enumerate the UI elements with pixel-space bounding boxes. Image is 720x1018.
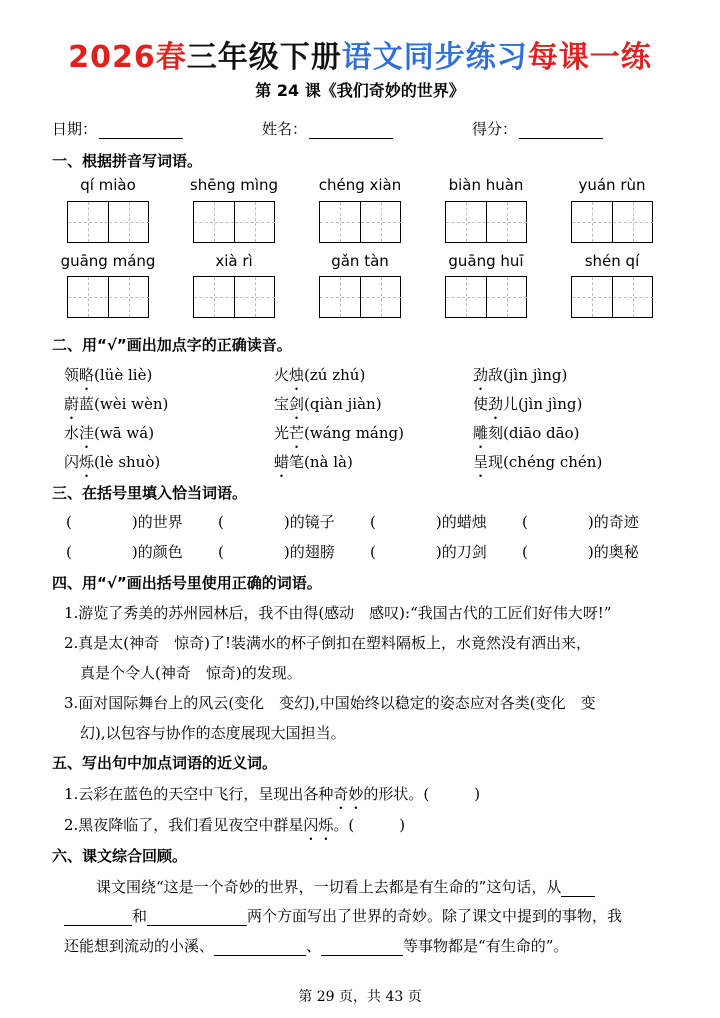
reading-options[interactable]: (nà là) (304, 453, 353, 471)
choice-sentence[interactable]: 1.游览了秀美的苏州园林后，我不由得(感动 感叹):“我国古代的工匠们好伟大呀!” (64, 604, 612, 622)
reading-item[interactable] (473, 422, 579, 443)
writing-grid[interactable] (67, 276, 149, 318)
reading-item[interactable] (274, 364, 365, 385)
pinyin-label: qí miào (80, 176, 136, 194)
writing-grid[interactable] (445, 276, 527, 318)
dotted-char: 洼 (79, 424, 95, 442)
reading-options[interactable]: (lè shuò) (94, 453, 161, 471)
writing-grid[interactable] (571, 276, 653, 318)
writing-grid[interactable] (319, 276, 401, 318)
title-grade: 三年级下册 (186, 40, 342, 75)
reading-options[interactable]: (diāo dāo) (503, 424, 580, 442)
page-number: 第 29 页，共 43 页 (298, 989, 422, 1005)
pinyin-label: xià rì (215, 252, 253, 270)
lesson-subtitle: 第 24 课《我们奇妙的世界》 (255, 81, 465, 100)
reading-options[interactable]: (jìn jìng) (503, 366, 568, 384)
review-text: 、 (306, 937, 322, 955)
pinyin-label: shén qí (584, 252, 640, 270)
pinyin-label: chéng xiàn (318, 176, 402, 194)
reading-item[interactable] (473, 451, 602, 472)
reading-options[interactable]: (wáng máng) (304, 424, 404, 442)
review-text: 两个方面写出了世界的奇妙。除了课文中提到的事物，我 (247, 907, 623, 925)
section1-title: 一、根据拼音写词语。 (52, 152, 203, 170)
reading-word-post: 刻 (488, 424, 504, 442)
dotted-char: 呈 (473, 453, 489, 471)
reading-item[interactable] (64, 451, 160, 472)
title-year: 2026春 (68, 40, 187, 75)
synonym-q1-answer[interactable]: 的形状。( ) (363, 785, 481, 803)
reading-options[interactable]: (qiàn jiàn) (304, 395, 382, 413)
pinyin-label: shēng mìng (189, 176, 279, 194)
answer-blank[interactable] (64, 910, 132, 926)
fill-phrase[interactable]: ( )的镜子 (218, 513, 335, 531)
dotted-char: 烁 (318, 816, 334, 834)
title-tagline: 每课一练 (527, 40, 652, 75)
review-line (64, 935, 568, 956)
fill-phrase[interactable]: ( )的翅膀 (218, 543, 335, 561)
review-text: 等事物都是“有生命的”。 (403, 937, 569, 955)
pinyin-label: biàn huàn (448, 176, 524, 194)
dotted-char: 妙 (348, 785, 364, 803)
reading-item[interactable] (274, 422, 404, 443)
worksheet-title (0, 38, 720, 78)
reading-options[interactable]: (zú zhú) (304, 366, 366, 384)
reading-item[interactable] (64, 393, 168, 414)
fill-phrase[interactable]: ( )的刀剑 (370, 543, 487, 561)
synonym-question[interactable] (64, 783, 480, 804)
name-line[interactable] (309, 123, 393, 139)
section2-title: 二、用“√”画出加点字的正确读音。 (52, 336, 292, 354)
fill-phrase[interactable]: ( )的奇迹 (522, 513, 639, 531)
fill-phrase[interactable]: ( )的奥秘 (522, 543, 639, 561)
reading-word-post: 蓝 (79, 395, 95, 413)
synonym-q2-text: 2.黑夜降临了，我们看见夜空中群星 (64, 816, 304, 834)
reading-word-pre: 领 (64, 366, 80, 384)
reading-item[interactable] (473, 364, 567, 385)
review-line (96, 876, 595, 897)
title-subject: 语文同步练习 (341, 40, 528, 75)
reading-item[interactable] (64, 364, 152, 385)
reading-word-post: 现 (488, 453, 504, 471)
review-text: 课文围绕“这是一个奇妙的世界，一切看上去都是有生命的”这句话，从 (96, 878, 562, 896)
choice-sentence[interactable]: 3.面对国际舞台上的风云(变化 变幻),中国始终以稳定的姿态应对各类(变化 变 (64, 694, 596, 712)
reading-item[interactable] (64, 422, 154, 443)
reading-word-post: 儿 (503, 395, 519, 413)
synonym-q1-text: 1.云彩在蓝色的天空中飞行，呈现出各种 (64, 785, 334, 803)
choice-sentence-cont[interactable]: 真是个令人(神奇 惊奇)的发现。 (80, 664, 302, 682)
fill-phrase[interactable]: ( )的世界 (66, 513, 183, 531)
dotted-char: 劲 (488, 395, 504, 413)
answer-blank[interactable] (214, 940, 306, 956)
fill-phrase[interactable]: ( )的颜色 (66, 543, 183, 561)
dotted-char: 芒 (289, 424, 305, 442)
dotted-char: 略 (79, 366, 95, 384)
synonym-q2-answer[interactable]: 。( ) (333, 816, 406, 834)
reading-item[interactable] (274, 393, 382, 414)
reading-options[interactable]: (lüè liè) (94, 366, 153, 384)
dotted-char: 烛 (289, 366, 305, 384)
reading-word-pre: 水 (64, 424, 80, 442)
date-line[interactable] (99, 123, 183, 139)
reading-word-pre: 闪 (64, 453, 80, 471)
answer-blank[interactable] (561, 881, 595, 897)
answer-blank[interactable] (321, 940, 403, 956)
writing-grid[interactable] (571, 201, 653, 243)
writing-grid[interactable] (67, 201, 149, 243)
dotted-char: 剑 (289, 395, 305, 413)
fill-phrase[interactable]: ( )的蜡烛 (370, 513, 487, 531)
pinyin-label: guāng máng (60, 252, 156, 270)
pinyin-label: gǎn tàn (331, 252, 389, 270)
date-label: 日期： (52, 120, 98, 138)
answer-blank[interactable] (147, 910, 247, 926)
pinyin-label: guāng huī (448, 252, 524, 270)
reading-options[interactable]: (jìn jìng) (518, 395, 583, 413)
reading-word-pre: 宝 (274, 395, 290, 413)
dotted-char: 闪 (303, 816, 319, 834)
section3-title: 三、在括号里填入恰当词语。 (52, 484, 248, 502)
score-line[interactable] (519, 123, 603, 139)
dotted-char: 蜡 (274, 453, 290, 471)
name-label: 姓名： (262, 120, 308, 138)
reading-word-post: 笔 (289, 453, 305, 471)
reading-word-post: 敌 (488, 366, 504, 384)
choice-sentence[interactable]: 2.真是太(神奇 惊奇)了!装满水的杯子倒扣在塑料隔板上，水竟然没有洒出来， (64, 634, 592, 652)
dotted-char: 劲 (473, 366, 489, 384)
reading-word-pre: 光 (274, 424, 290, 442)
dotted-char: 蔚 (64, 395, 80, 413)
review-text: 和 (132, 907, 148, 925)
dotted-char: 烁 (79, 453, 95, 471)
section6-title: 六、课文综合回顾。 (52, 847, 188, 865)
reading-options[interactable]: (wā wá) (94, 424, 155, 442)
reading-item[interactable] (274, 451, 353, 472)
score-label: 得分： (472, 120, 518, 138)
section4-title: 四、用“√”画出括号里使用正确的词语。 (52, 574, 322, 592)
writing-grid[interactable] (319, 201, 401, 243)
dotted-char: 雕 (473, 424, 489, 442)
dotted-char: 奇 (333, 785, 349, 803)
reading-word-pre: 使 (473, 395, 489, 413)
review-line (64, 905, 622, 926)
score-field[interactable] (472, 118, 603, 139)
writing-grid[interactable] (445, 201, 527, 243)
reading-options[interactable]: (wèi wèn) (94, 395, 169, 413)
reading-options[interactable]: (chéng chén) (503, 453, 603, 471)
reading-item[interactable] (473, 393, 582, 414)
date-field[interactable] (52, 118, 183, 139)
choice-sentence-cont[interactable]: 幻),以包容与协作的态度展现大国担当。 (80, 724, 346, 742)
synonym-question[interactable] (64, 814, 405, 835)
section5-title: 五、写出句中加点词语的近义词。 (52, 754, 278, 772)
review-text: 还能想到流动的小溪、 (64, 937, 215, 955)
writing-grid[interactable] (193, 276, 275, 318)
writing-grid[interactable] (193, 201, 275, 243)
name-field[interactable] (262, 118, 393, 139)
pinyin-label: yuán rùn (578, 176, 646, 194)
reading-word-pre: 火 (274, 366, 290, 384)
